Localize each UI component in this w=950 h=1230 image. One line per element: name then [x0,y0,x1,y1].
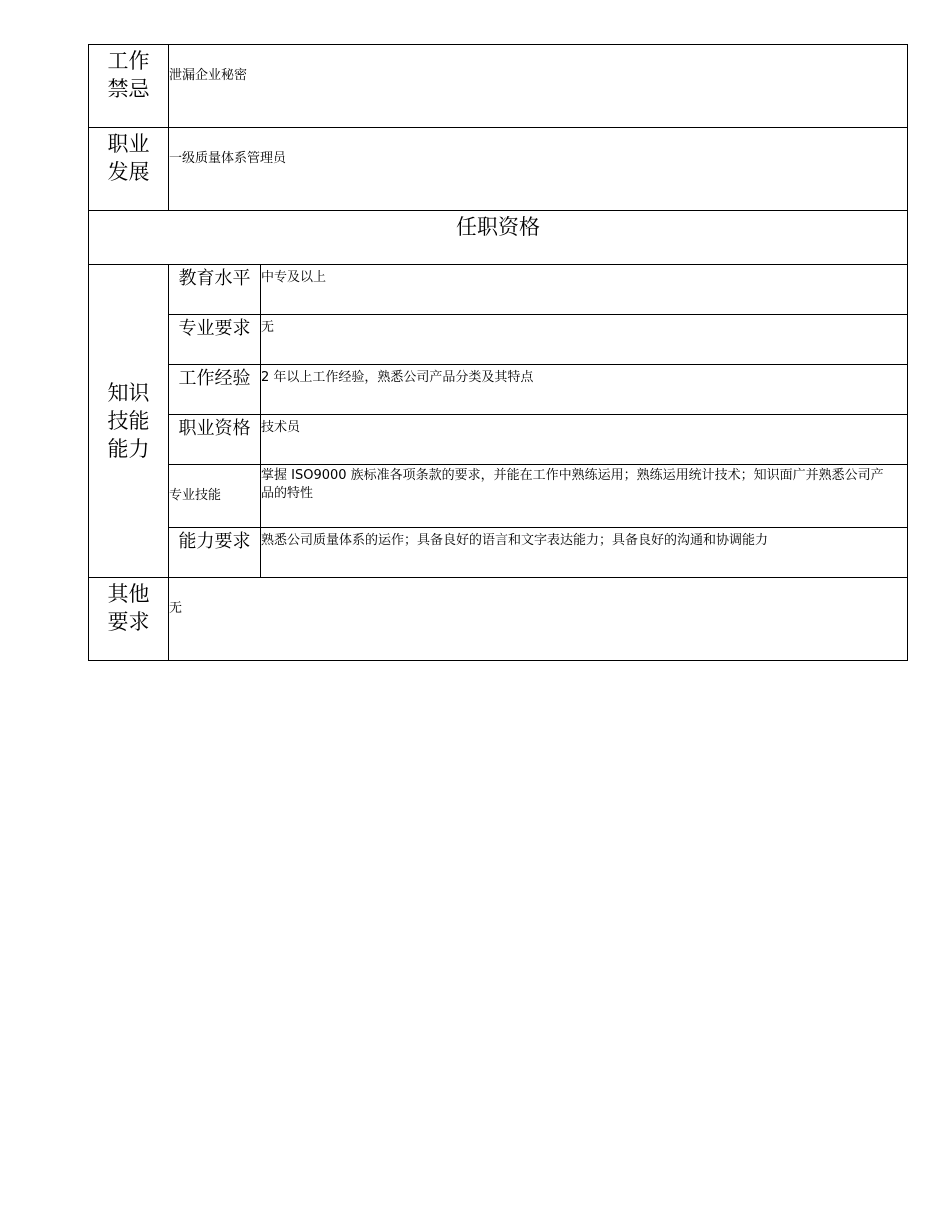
row-professional-skills [89,465,908,528]
row-experience [89,365,908,415]
other-requirements-label: 其他 要求 [89,578,169,661]
knowledge-skills-ability-label: 知识 技能 能力 [89,265,169,578]
other-requirements-value: 无 [169,578,908,661]
work-taboo-value: 泄漏企业秘密 [169,45,908,128]
row-other-requirements [89,578,908,661]
experience-value: 2 年以上工作经验，熟悉公司产品分类及其特点 [261,365,908,415]
career-development-label: 职业 发展 [89,128,169,211]
row-qualification [89,415,908,465]
row-ability-requirements [89,528,908,578]
major-label: 专业要求 [169,315,261,365]
education-label: 教育水平 [169,265,261,315]
career-development-value: 一级质量体系管理员 [169,128,908,211]
job-requirements-table [88,44,908,661]
professional-skills-value: 掌握 ISO9000 族标准各项条款的要求，并能在工作中熟练运用；熟练运用统计技术；知识面广并熟悉公司产品的特性 [261,465,908,528]
ability-requirements-value: 熟悉公司质量体系的运作；具备良好的语言和文字表达能力；具备良好的沟通和协调能力 [261,528,908,578]
row-major [89,315,908,365]
row-work-taboo [89,45,908,128]
qualification-value: 技术员 [261,415,908,465]
professional-skills-label: 专业技能 [169,465,261,528]
education-value: 中专及以上 [261,265,908,315]
qualification-label: 职业资格 [169,415,261,465]
row-education [89,265,908,315]
row-section-title [89,211,908,265]
major-value: 无 [261,315,908,365]
experience-label: 工作经验 [169,365,261,415]
row-career-development [89,128,908,211]
work-taboo-label: 工作 禁忌 [89,45,169,128]
qualifications-section-title: 任职资格 [89,211,908,265]
ability-requirements-label: 能力要求 [169,528,261,578]
